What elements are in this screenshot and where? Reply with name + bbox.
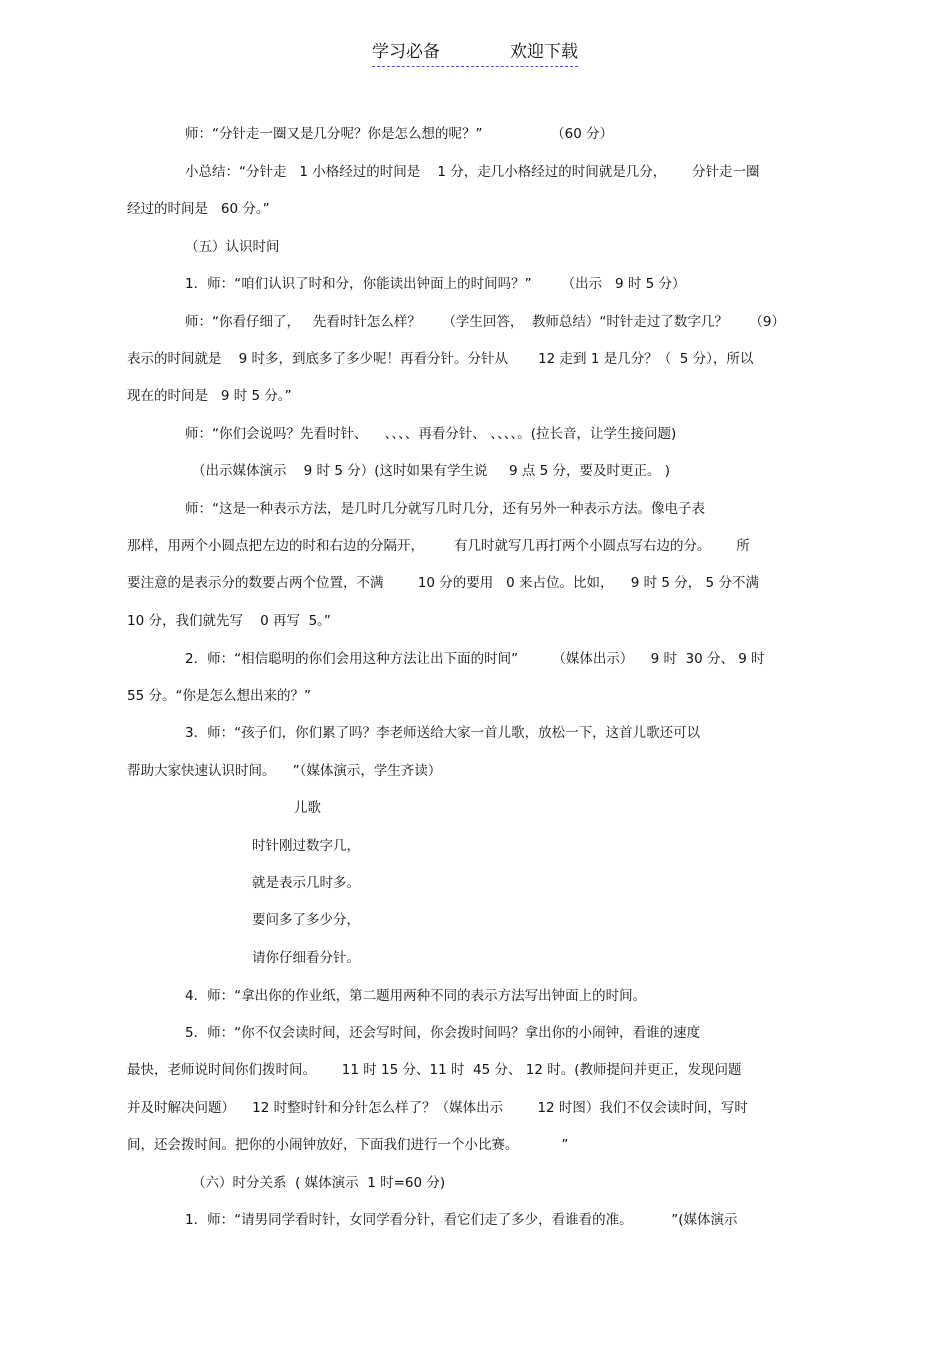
text-line: 1．师：“咱们认识了时和分，你能读出钟面上的时间吗？” （出示 9 时 5 分） [185,276,686,292]
text-line: 3．师：“孩子们，你们累了吗？李老师送给大家一首儿歌，放松一下，这首儿歌还可以 [185,725,701,741]
header-right-text: 欢迎下载 [510,42,578,62]
text-line: 师：“你看仔细了， 先看时针怎么样？ （学生回答， 教师总结）“时针走过了数字几？ （9） [185,314,785,330]
text-line: （出示媒体演示 9 时 5 分）(这时如果有学生说 9 点 5 分，要及时更正。 ) [192,463,671,479]
poem-title: 儿歌 [294,800,321,816]
text-line: 师：“你们会说吗？先看时针、 、、、、再看分针、 、、、、。(拉长音，让学生接问题) [185,426,677,442]
text-line: 小总结：“分针走 1 小格经过的时间是 1 分，走几小格经过的时间就是几分， 分针走一圈 [185,164,760,180]
text-line: 帮助大家快速认识时间。 ”（媒体演示，学生齐读） [127,763,442,779]
text-line: 1．师：“请男同学看时针，女同学看分针，看它们走了多少，看谁看的准。 ”(媒体演示 [185,1212,738,1228]
header-left-text: 学习必备 [372,42,440,62]
text-line: 师：“分针走一圈又是几分呢？你是怎么想的呢？” （60 分） [185,126,614,142]
text-line: 师：“这是一种表示方法，是几时几分就写几时几分，还有另外一种表示方法。像电子表 [185,501,705,517]
text-line: 那样，用两个小圆点把左边的时和右边的分隔开， 有几时就写几再打两个小圆点写右边的分。 所 [127,538,750,554]
poem-line: 要问多了多少分， [252,912,360,928]
text-line: 间，还会拨时间。把你的小闹钟放好，下面我们进行一个小比赛。 ” [127,1137,569,1153]
text-line: 55 分。“你是怎么想出来的？” [127,688,311,704]
poem-line: 时针刚过数字几， [252,838,360,854]
text-line: 现在的时间是 9 时 5 分。” [127,388,292,404]
section-heading: （六）时分关系 ( 媒体演示 1 时=60 分) [192,1175,446,1191]
text-line: 10 分，我们就先写 0 再写 5。” [127,613,331,629]
section-heading: （五）认识时间 [185,239,280,255]
text-line: 要注意的是表示分的数要占两个位置，不满 10 分的要用 0 来占位。比如， 9 时 5 分， 5 分不满 [127,575,759,591]
text-line: 并及时解决问题） 12 时整时针和分针怎么样了？（媒体出示 12 时图）我们不仅会读时间，写时 [127,1100,748,1116]
text-line: 表示的时间就是 9 时多，到底多了多少呢！再看分针。分针从 12 走到 1 是几分？（ 5 分），所以 [127,351,754,367]
poem-line: 请你仔细看分针。 [252,950,360,966]
poem-line: 就是表示几时多。 [252,875,360,891]
text-line: 4．师：“拿出你的作业纸，第二题用两种不同的表示方法写出钟面上的时间。 [185,988,647,1004]
text-line: 2．师：“相信聪明的你们会用这种方法让出下面的时间” （媒体出示） 9 时 30 分、 9 时 [185,651,765,667]
text-line: 最快，老师说时间你们拨时间。 11 时 15 分、11 时 45 分、 12 时。(教师提问并更正，发现问题 [127,1062,742,1078]
text-line: 5．师：“你不仅会读时间，还会写时间，你会拨时间吗？拿出你的小闹钟，看谁的速度 [185,1025,701,1041]
text-line: 经过的时间是 60 分。” [127,201,270,217]
page-header [372,40,578,67]
